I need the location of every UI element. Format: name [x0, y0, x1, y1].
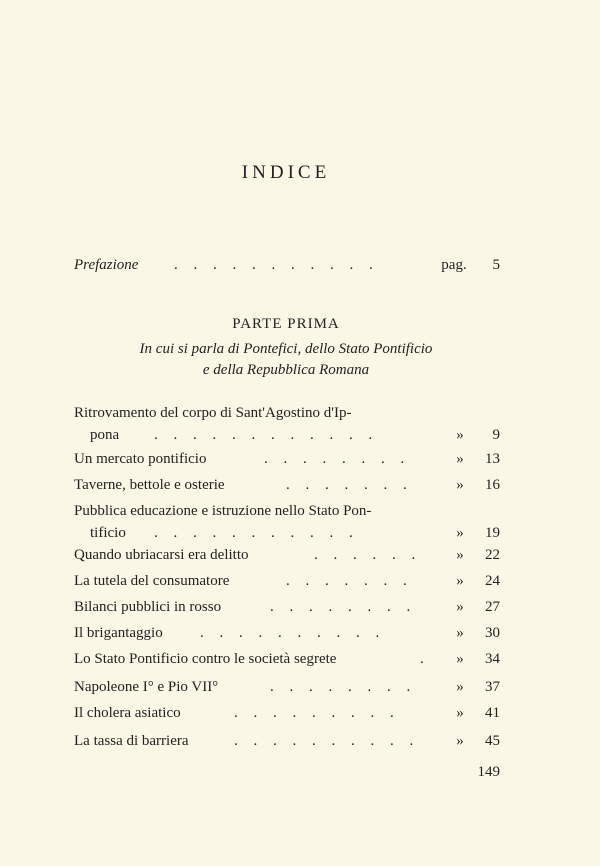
ditto-mark: »: [456, 651, 464, 667]
toc-entry-title: Ritrovamento del corpo di Sant'Agostino d'Ip-: [74, 405, 352, 421]
leader-dots: . . . . . . . . . . .: [154, 525, 359, 541]
folio-page-number: 149: [477, 764, 500, 780]
leader-dots: . . . . . . .: [286, 573, 413, 589]
toc-entry: [74, 648, 500, 670]
toc-entry-title: Un mercato pontificio: [74, 451, 207, 467]
leader-dots: . . . . . . . . . . .: [174, 257, 379, 273]
page-number: 34: [485, 651, 500, 667]
toc-entry-title: La tassa di barriera: [74, 733, 189, 749]
ditto-mark: »: [456, 733, 464, 749]
ditto-mark: »: [456, 599, 464, 615]
leader-dots: . . . . . . . . . .: [200, 625, 386, 641]
leader-dots: . . . . . . . .: [270, 679, 417, 695]
toc-entry-title: La tutela del consumatore: [74, 573, 230, 589]
part-subtitle-line1: In cui si parla di Pontefici, dello Stato Pontificio: [139, 341, 433, 357]
ditto-mark: »: [456, 451, 464, 467]
toc-entry: [74, 702, 500, 724]
page-number: 27: [485, 599, 500, 615]
leader-dots: . . . . . . . . .: [234, 705, 400, 721]
toc-entry-title: Napoleone I° e Pio VII°: [74, 679, 219, 695]
toc-entry: [74, 730, 500, 752]
ditto-mark: »: [456, 525, 464, 541]
toc-entry: [74, 500, 500, 522]
page-number: 30: [485, 625, 500, 641]
page-number: 45: [485, 733, 500, 749]
leader-dots: . . . . . .: [314, 547, 422, 563]
toc-entry: [74, 570, 500, 592]
toc-entry-continuation: [74, 424, 500, 446]
page-prefix: pag.: [441, 257, 467, 273]
toc-entry: [74, 676, 500, 698]
toc-entry-title-cont: tificio: [90, 525, 126, 541]
ditto-mark: »: [456, 427, 464, 443]
index-heading: INDICE: [241, 162, 331, 183]
toc-entry-title: Prefazione: [74, 257, 139, 273]
leader-dots: . . . . . . . .: [270, 599, 417, 615]
toc-entry-title: Lo Stato Pontificio contro le società segrete: [74, 651, 337, 667]
toc-entry: [74, 544, 500, 566]
toc-entry-title: Pubblica educazione e istruzione nello Stato Pon-: [74, 503, 372, 519]
ditto-mark: »: [456, 625, 464, 641]
leader-dots: . . . . . . . . . .: [234, 733, 420, 749]
page-number: 41: [485, 705, 500, 721]
part-subtitle-line2: e della Repubblica Romana: [202, 362, 370, 378]
toc-entry-title-cont: pona: [90, 427, 120, 443]
toc-entry-title: Bilanci pubblici in rosso: [74, 599, 222, 615]
ditto-mark: »: [456, 705, 464, 721]
leader-dots: .: [420, 651, 430, 667]
toc-entry-title: Il cholera asiatico: [74, 705, 181, 721]
toc-entry: [74, 596, 500, 618]
leader-dots: . . . . . . .: [286, 477, 413, 493]
part-title: PARTE PRIMA: [232, 316, 340, 332]
toc-entry-continuation: [74, 522, 500, 544]
toc-entry: [74, 448, 500, 470]
toc-entry-preface: [74, 254, 500, 276]
leader-dots: . . . . . . . . . . . .: [154, 427, 379, 443]
page-number: 9: [492, 427, 500, 443]
toc-entry-title: Taverne, bettole e osterie: [74, 477, 225, 493]
toc-entry: [74, 474, 500, 496]
toc-entry: [74, 402, 500, 424]
ditto-mark: »: [456, 679, 464, 695]
page-number: 22: [485, 547, 500, 563]
leader-dots: . . . . . . . .: [264, 451, 411, 467]
page-number: 13: [485, 451, 500, 467]
page-number: 24: [485, 573, 500, 589]
ditto-mark: »: [456, 477, 464, 493]
page-number: 19: [485, 525, 500, 541]
page-number: 37: [485, 679, 500, 695]
page-number: 5: [492, 257, 500, 273]
ditto-mark: »: [456, 573, 464, 589]
page-number: 16: [485, 477, 500, 493]
ditto-mark: »: [456, 547, 464, 563]
toc-entry-title: Il brigantaggio: [74, 625, 163, 641]
toc-entry-title: Quando ubriacarsi era delitto: [74, 547, 249, 563]
toc-entry: [74, 622, 500, 644]
